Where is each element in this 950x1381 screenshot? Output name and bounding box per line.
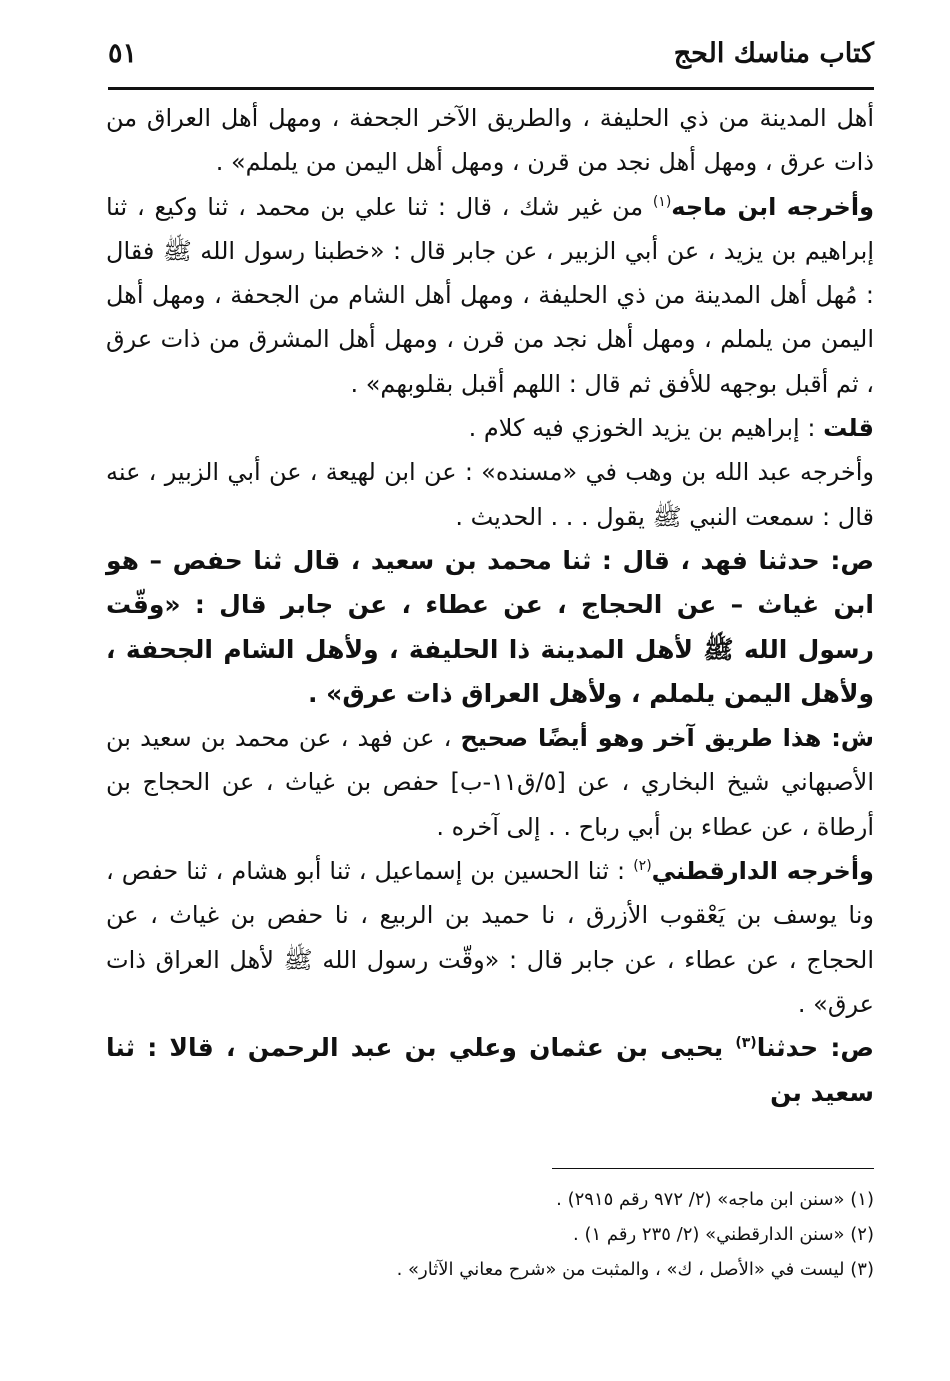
running-header [108, 34, 874, 84]
footnote-ref: (٣) [735, 1035, 757, 1052]
paragraph-text: حدثنا فهد ، قال : ثنا محمد بن سعيد ، قال ثنا حفص – هو ابن غياث – عن الحجاج ، عن عطاء ، عن جابر قال : «وقّت رسول الله ﷺ لأهل المدينة ذا الحليفة ، ولأهل الشام الجحفة ، ولأهل اليمن يلملم ، ولأهل العراق ذات عرق» . [106, 545, 874, 708]
paragraph-lead: ش: هذا طريق آخر وهو أيضًا صحيح [460, 724, 875, 753]
header-divider [108, 87, 874, 90]
paragraph-text: : ثنا الحسين بن إسماعيل ، ثنا أبو هشام ، ثنا حفص ، ونا يوسف بن يَعْقوب الأزرق ، نا حميد بن الربيع ، نا حفص بن غياث ، عن الحجاج ، عن عطاء ، عن جابر قال : «وقّت رسول الله ﷺ لأهل العراق ذات عرق» . [106, 857, 874, 1018]
paragraph-6 [106, 716, 874, 849]
book-title: كتاب مناسك الحج [673, 38, 874, 69]
footnote-2: (٢) «سنن الدارقطني» (٢/ ٢٣٥ رقم ١) . [573, 1224, 874, 1245]
paragraph-7 [106, 849, 874, 1026]
paragraph-text: ، عن فهد ، عن محمد بن سعيد بن الأصبهاني شيخ البخاري ، عن [٥/ق١١-ب] حفص بن غياث ، عن الحجاج بن أرطاة ، عن عطاء بن أبي رباح . . إلى آخره . [106, 724, 874, 841]
paragraph-text: وأخرجه عبد الله بن وهب في «مسنده» : عن ابن لهيعة ، عن أبي الزبير ، عنه قال : سمعت النبي ﷺ يقول . . . الحديث . [106, 458, 874, 531]
paragraph-1 [106, 96, 874, 185]
footnote-ref: (١) [652, 193, 672, 210]
footnote-3: (٣) ليست في «الأصل ، ك» ، والمثبت من «شرح معاني الآثار» . [396, 1259, 874, 1280]
paragraph-text: أهل المدينة من ذي الحليفة ، والطريق الآخر الجحفة ، ومهل أهل العراق من ذات عرق ، ومهل أهل نجد من قرن ، ومهل أهل اليمن من يلملم» . [106, 104, 874, 177]
paragraph-lead: قلت [823, 414, 874, 443]
paragraph-lead: وأخرجه ابن ماجه [671, 192, 874, 221]
paragraph-3 [106, 406, 874, 450]
footnote-divider [552, 1168, 874, 1169]
paragraph-text: من غير شك ، قال : ثنا علي بن محمد ، ثنا وكيع ، ثنا إبراهيم بن يزيد ، عن أبي الزبير ، عن جابر قال : «خطبنا رسول الله ﷺ فقال : مُهل أهل المدينة من ذي الحليفة ، ومهل أهل الشام من الجحفة ، ومهل أهل اليمن من يلملم ، ومهل أهل نجد من قرن ، ومهل أهل المشرق من ذات عرق ، ثم أقبل بوجهه للأفق ثم قال : اللهم أقبل بقلوبهم» . [106, 192, 874, 398]
paragraph-5 [106, 539, 874, 716]
footnote-ref: (٢) [633, 858, 652, 875]
paragraph-text: يحيى بن عثمان وعلي بن عبد الرحمن ، قالا : ثنا سعيد بن [106, 1033, 874, 1107]
body-text [106, 96, 874, 1115]
paragraph-8 [106, 1026, 874, 1115]
footnote-1: (١) «سنن ابن ماجه» (٢/ ٩٧٢ رقم ٢٩١٥) . [556, 1189, 874, 1210]
paragraph-text: : إبراهيم بن يزيد الخوزي فيه كلام . [468, 414, 824, 443]
paragraph-lead: وأخرجه الدارقطني [651, 857, 874, 886]
paragraph-2 [106, 185, 874, 406]
footnotes [106, 1182, 874, 1287]
paragraph-lead: ص: [830, 545, 874, 575]
paragraph-4 [106, 450, 874, 539]
page-number: ٥١ [108, 38, 138, 69]
paragraph-lead: ص: حدثنا [756, 1033, 874, 1063]
